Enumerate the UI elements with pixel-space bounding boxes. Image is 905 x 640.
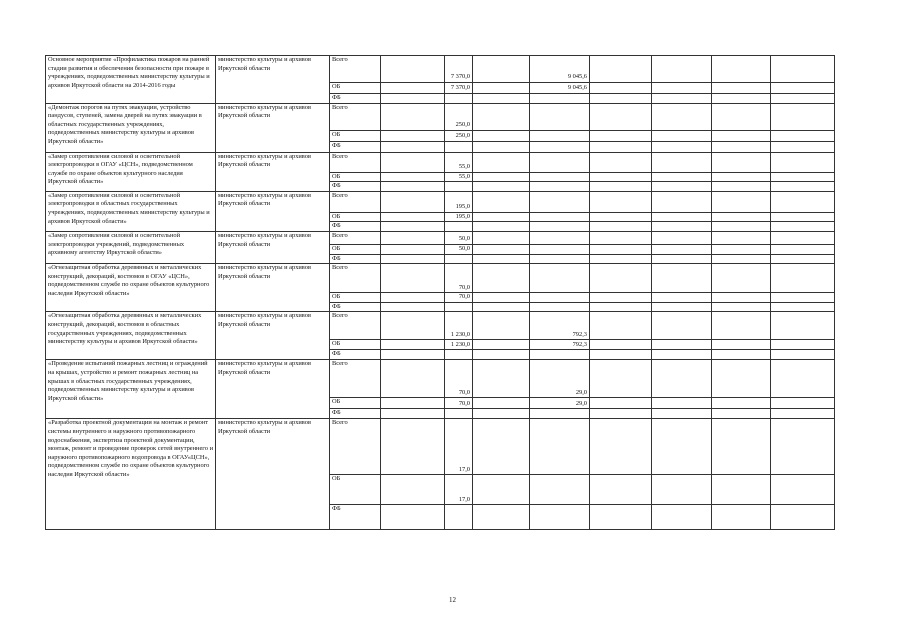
- amount-cell: [473, 191, 530, 212]
- amount-cell: 9 045,6: [530, 56, 590, 83]
- amount-cell: [771, 350, 835, 360]
- amount-cell: 195,0: [445, 212, 473, 222]
- amount-cell: [771, 360, 835, 398]
- activity-description: Основное мероприятие «Профилактика пожаров на ранней стадии развития и обеспечения безопасности при пожаре в учреждениях, подведомственных министерству культуры и архивов Иркутской области на 2014-2016 годы: [46, 56, 216, 104]
- amount-cell: [590, 191, 652, 212]
- amount-cell: [473, 212, 530, 222]
- amount-cell: [473, 152, 530, 172]
- funding-source-label: ФБ: [330, 505, 381, 530]
- table-row: [46, 264, 835, 293]
- amount-cell: [473, 56, 530, 83]
- amount-cell: [590, 264, 652, 293]
- amount-cell: [381, 409, 445, 419]
- amount-cell: [473, 350, 530, 360]
- amount-cell: [445, 222, 473, 232]
- amount-cell: [590, 182, 652, 192]
- amount-cell: [652, 141, 712, 152]
- funding-source-label: ОБ: [330, 293, 381, 303]
- amount-cell: [381, 141, 445, 152]
- amount-cell: [590, 103, 652, 130]
- funding-source-label: Всего: [330, 264, 381, 293]
- funding-source-label: Всего: [330, 103, 381, 130]
- executor-cell: министерство культуры и архивов Иркутской области: [216, 360, 330, 419]
- amount-cell: [473, 222, 530, 232]
- amount-cell: [712, 56, 771, 83]
- amount-cell: 17,0: [445, 419, 473, 475]
- amount-cell: [712, 312, 771, 340]
- amount-cell: [712, 264, 771, 293]
- amount-cell: [381, 94, 445, 104]
- amount-cell: [590, 254, 652, 264]
- amount-cell: [381, 182, 445, 192]
- amount-cell: [473, 244, 530, 254]
- amount-cell: [652, 475, 712, 505]
- amount-cell: [445, 409, 473, 419]
- table-row: [46, 419, 835, 475]
- amount-cell: [530, 152, 590, 172]
- activity-description: «Замер сопротивления силовой и осветительной электропроводки в областных государственных учреждениях, подведомственных министерству культуры и архивов Иркутской области»: [46, 191, 216, 231]
- amount-cell: [590, 475, 652, 505]
- amount-cell: [652, 191, 712, 212]
- amount-cell: [381, 56, 445, 83]
- amount-cell: [590, 312, 652, 340]
- amount-cell: [652, 212, 712, 222]
- table-row: [46, 56, 835, 83]
- amount-cell: [712, 103, 771, 130]
- amount-cell: [771, 212, 835, 222]
- amount-cell: [590, 505, 652, 530]
- amount-cell: [590, 231, 652, 244]
- amount-cell: 70,0: [445, 398, 473, 409]
- activity-description: «Огнезащитная обработка деревянных и металлических конструкций, декораций, костюмов в ОГАУ «ЦСН», подведомственном службе по охране объектов культурного наследия Иркутской области»: [46, 264, 216, 312]
- amount-cell: [381, 360, 445, 398]
- amount-cell: 195,0: [445, 191, 473, 212]
- amount-cell: 1 230,0: [445, 340, 473, 350]
- amount-cell: [473, 293, 530, 303]
- amount-cell: [712, 360, 771, 398]
- amount-cell: [771, 419, 835, 475]
- amount-cell: [530, 172, 590, 182]
- executor-cell: министерство культуры и архивов Иркутской области: [216, 312, 330, 360]
- amount-cell: [530, 293, 590, 303]
- amount-cell: [771, 398, 835, 409]
- amount-cell: [712, 222, 771, 232]
- amount-cell: [712, 340, 771, 350]
- amount-cell: [381, 419, 445, 475]
- amount-cell: 7 370,0: [445, 83, 473, 94]
- amount-cell: [381, 231, 445, 244]
- amount-cell: [381, 312, 445, 340]
- amount-cell: [652, 293, 712, 303]
- amount-cell: [771, 254, 835, 264]
- amount-cell: [381, 350, 445, 360]
- amount-cell: [590, 94, 652, 104]
- funding-source-label: ОБ: [330, 212, 381, 222]
- amount-cell: [445, 94, 473, 104]
- amount-cell: [771, 340, 835, 350]
- funding-source-label: ФБ: [330, 254, 381, 264]
- amount-cell: [473, 398, 530, 409]
- amount-cell: [712, 244, 771, 254]
- table-row: [46, 152, 835, 172]
- amount-cell: 792,3: [530, 340, 590, 350]
- amount-cell: [381, 103, 445, 130]
- executor-cell: министерство культуры и архивов Иркутской области: [216, 419, 330, 530]
- amount-cell: [652, 398, 712, 409]
- amount-cell: 29,0: [530, 360, 590, 398]
- amount-cell: [771, 475, 835, 505]
- activity-description: «Огнезащитная обработка деревянных и металлических конструкций, декораций, костюмов в областных государственных учреждениях, подведомственных министерству культуры и архивов Иркутской области»: [46, 312, 216, 360]
- amount-cell: [473, 172, 530, 182]
- amount-cell: [381, 130, 445, 141]
- amount-cell: [712, 409, 771, 419]
- funding-source-label: Всего: [330, 419, 381, 475]
- amount-cell: [530, 141, 590, 152]
- funding-source-label: ФБ: [330, 141, 381, 152]
- amount-cell: [530, 302, 590, 312]
- funding-source-label: Всего: [330, 312, 381, 340]
- amount-cell: [712, 505, 771, 530]
- executor-cell: министерство культуры и архивов Иркутской области: [216, 56, 330, 104]
- amount-cell: [712, 83, 771, 94]
- amount-cell: [473, 409, 530, 419]
- amount-cell: [473, 231, 530, 244]
- amount-cell: [712, 350, 771, 360]
- funding-source-label: ФБ: [330, 182, 381, 192]
- amount-cell: [652, 103, 712, 130]
- activity-description: «Замер сопротивления силовой и осветительной электропроводки в ОГАУ «ЦСН», подведомственном службе по охране объектов культурного наследия Иркутской области»: [46, 152, 216, 191]
- activity-description: «Разработка проектной документации на монтаж и ремонт системы внутреннего и наружного противопожарного водоснабжения, экспертиза проектной документации, монтаж, ремонт и проведение проверок сетей внутреннего и наружного противопожарного водопровода в ОГАУ«ЦСН», подведомственном службе по охране объектов культурного наследия Иркутской области»: [46, 419, 216, 530]
- amount-cell: [530, 254, 590, 264]
- amount-cell: [530, 231, 590, 244]
- funding-source-label: Всего: [330, 360, 381, 398]
- amount-cell: [771, 302, 835, 312]
- table-row: [46, 103, 835, 130]
- amount-cell: [712, 152, 771, 172]
- program-table: [45, 55, 835, 530]
- funding-source-label: ФБ: [330, 302, 381, 312]
- amount-cell: [652, 172, 712, 182]
- amount-cell: [771, 56, 835, 83]
- amount-cell: [712, 182, 771, 192]
- amount-cell: [473, 360, 530, 398]
- amount-cell: [590, 244, 652, 254]
- amount-cell: 55,0: [445, 172, 473, 182]
- amount-cell: [771, 409, 835, 419]
- amount-cell: [712, 293, 771, 303]
- amount-cell: 250,0: [445, 130, 473, 141]
- amount-cell: [381, 83, 445, 94]
- amount-cell: [712, 130, 771, 141]
- amount-cell: [652, 254, 712, 264]
- executor-cell: министерство культуры и архивов Иркутской области: [216, 103, 330, 152]
- amount-cell: [381, 222, 445, 232]
- amount-cell: 1 230,0: [445, 312, 473, 340]
- amount-cell: [712, 94, 771, 104]
- amount-cell: [445, 254, 473, 264]
- amount-cell: 9 045,6: [530, 83, 590, 94]
- amount-cell: [590, 172, 652, 182]
- amount-cell: [381, 475, 445, 505]
- amount-cell: [530, 212, 590, 222]
- amount-cell: [712, 302, 771, 312]
- amount-cell: 70,0: [445, 360, 473, 398]
- amount-cell: [590, 152, 652, 172]
- amount-cell: [473, 312, 530, 340]
- amount-cell: [590, 360, 652, 398]
- amount-cell: [590, 293, 652, 303]
- amount-cell: [473, 254, 530, 264]
- activity-description: «Замер сопротивления силовой и осветительной электропроводки учреждений, подведомственных архивному агентству Иркутской области»: [46, 231, 216, 263]
- activity-description: «Демонтаж порогов на путях эвакуации, устройство пандусов, ступеней, замена дверей на путях эвакуации в областных государственных учреждениях, подведомственных министерству культуры и архивов Иркутской области»: [46, 103, 216, 152]
- amount-cell: [652, 94, 712, 104]
- amount-cell: [473, 264, 530, 293]
- amount-cell: [652, 302, 712, 312]
- amount-cell: [712, 141, 771, 152]
- amount-cell: [771, 231, 835, 244]
- amount-cell: [530, 244, 590, 254]
- amount-cell: [590, 419, 652, 475]
- amount-cell: [590, 212, 652, 222]
- amount-cell: [530, 350, 590, 360]
- amount-cell: [712, 254, 771, 264]
- amount-cell: [473, 182, 530, 192]
- amount-cell: 7 370,0: [445, 56, 473, 83]
- amount-cell: [381, 152, 445, 172]
- amount-cell: 70,0: [445, 293, 473, 303]
- amount-cell: [530, 94, 590, 104]
- amount-cell: [530, 419, 590, 475]
- amount-cell: [590, 302, 652, 312]
- amount-cell: [771, 293, 835, 303]
- amount-cell: [652, 419, 712, 475]
- amount-cell: [652, 56, 712, 83]
- amount-cell: [652, 312, 712, 340]
- amount-cell: [473, 505, 530, 530]
- funding-source-label: ФБ: [330, 350, 381, 360]
- amount-cell: [473, 340, 530, 350]
- amount-cell: [473, 94, 530, 104]
- executor-cell: министерство культуры и архивов Иркутской области: [216, 191, 330, 231]
- amount-cell: 50,0: [445, 231, 473, 244]
- amount-cell: [473, 302, 530, 312]
- amount-cell: [652, 222, 712, 232]
- amount-cell: [712, 172, 771, 182]
- amount-cell: [652, 83, 712, 94]
- amount-cell: [590, 398, 652, 409]
- amount-cell: 792,3: [530, 312, 590, 340]
- amount-cell: [590, 350, 652, 360]
- funding-source-label: ФБ: [330, 94, 381, 104]
- table-row: [46, 231, 835, 244]
- amount-cell: [530, 475, 590, 505]
- amount-cell: [771, 222, 835, 232]
- amount-cell: [381, 191, 445, 212]
- amount-cell: 55,0: [445, 152, 473, 172]
- amount-cell: 70,0: [445, 264, 473, 293]
- amount-cell: [473, 141, 530, 152]
- amount-cell: [712, 212, 771, 222]
- amount-cell: [652, 130, 712, 141]
- amount-cell: [381, 302, 445, 312]
- table-row: [46, 312, 835, 340]
- amount-cell: [771, 182, 835, 192]
- amount-cell: 29,0: [530, 398, 590, 409]
- activity-description: «Проведение испытаний пожарных лестниц и ограждений на крышах, устройство и ремонт пожарных лестниц на крышах в областных государственных учреждениях, подведомственных министерству культуры и архивов Иркутской области»: [46, 360, 216, 419]
- amount-cell: [771, 130, 835, 141]
- amount-cell: [771, 244, 835, 254]
- amount-cell: 50,0: [445, 244, 473, 254]
- funding-source-label: ОБ: [330, 83, 381, 94]
- amount-cell: [771, 83, 835, 94]
- executor-cell: министерство культуры и архивов Иркутской области: [216, 152, 330, 191]
- amount-cell: [473, 130, 530, 141]
- amount-cell: [590, 83, 652, 94]
- amount-cell: [652, 350, 712, 360]
- amount-cell: [771, 264, 835, 293]
- funding-source-label: ОБ: [330, 130, 381, 141]
- amount-cell: [530, 505, 590, 530]
- amount-cell: [712, 191, 771, 212]
- amount-cell: [381, 398, 445, 409]
- amount-cell: [590, 130, 652, 141]
- amount-cell: [771, 312, 835, 340]
- amount-cell: [652, 340, 712, 350]
- amount-cell: [590, 222, 652, 232]
- amount-cell: [445, 182, 473, 192]
- amount-cell: [771, 191, 835, 212]
- amount-cell: [771, 505, 835, 530]
- table-row: [46, 191, 835, 212]
- amount-cell: [712, 231, 771, 244]
- amount-cell: [381, 293, 445, 303]
- amount-cell: [652, 264, 712, 293]
- amount-cell: [712, 398, 771, 409]
- executor-cell: министерство культуры и архивов Иркутской области: [216, 231, 330, 263]
- amount-cell: [381, 340, 445, 350]
- amount-cell: 17,0: [445, 475, 473, 505]
- amount-cell: [530, 103, 590, 130]
- amount-cell: [530, 409, 590, 419]
- amount-cell: [652, 505, 712, 530]
- amount-cell: [652, 360, 712, 398]
- amount-cell: [771, 152, 835, 172]
- amount-cell: [530, 191, 590, 212]
- amount-cell: 250,0: [445, 103, 473, 130]
- amount-cell: [652, 182, 712, 192]
- funding-source-label: ОБ: [330, 172, 381, 182]
- amount-cell: [445, 350, 473, 360]
- amount-cell: [445, 505, 473, 530]
- amount-cell: [590, 340, 652, 350]
- funding-source-label: ОБ: [330, 340, 381, 350]
- funding-source-label: ОБ: [330, 244, 381, 254]
- amount-cell: [381, 254, 445, 264]
- page-number: 12: [449, 596, 456, 604]
- amount-cell: [445, 141, 473, 152]
- amount-cell: [712, 475, 771, 505]
- executor-cell: министерство культуры и архивов Иркутской области: [216, 264, 330, 312]
- amount-cell: [530, 130, 590, 141]
- amount-cell: [652, 409, 712, 419]
- amount-cell: [381, 505, 445, 530]
- amount-cell: [771, 103, 835, 130]
- funding-source-label: ФБ: [330, 222, 381, 232]
- amount-cell: [473, 475, 530, 505]
- amount-cell: [590, 56, 652, 83]
- amount-cell: [590, 141, 652, 152]
- amount-cell: [473, 83, 530, 94]
- amount-cell: [590, 409, 652, 419]
- amount-cell: [381, 264, 445, 293]
- amount-cell: [381, 244, 445, 254]
- funding-source-label: Всего: [330, 191, 381, 212]
- amount-cell: [381, 212, 445, 222]
- amount-cell: [771, 141, 835, 152]
- amount-cell: [771, 94, 835, 104]
- amount-cell: [712, 419, 771, 475]
- funding-source-label: Всего: [330, 56, 381, 83]
- amount-cell: [530, 264, 590, 293]
- amount-cell: [771, 172, 835, 182]
- amount-cell: [445, 302, 473, 312]
- funding-source-label: ОБ: [330, 398, 381, 409]
- amount-cell: [530, 222, 590, 232]
- funding-source-label: ФБ: [330, 409, 381, 419]
- amount-cell: [652, 244, 712, 254]
- amount-cell: [652, 152, 712, 172]
- funding-source-label: Всего: [330, 231, 381, 244]
- amount-cell: [652, 231, 712, 244]
- table-row: [46, 360, 835, 398]
- funding-source-label: ОБ: [330, 475, 381, 505]
- amount-cell: [473, 419, 530, 475]
- amount-cell: [530, 182, 590, 192]
- amount-cell: [381, 172, 445, 182]
- funding-source-label: Всего: [330, 152, 381, 172]
- amount-cell: [473, 103, 530, 130]
